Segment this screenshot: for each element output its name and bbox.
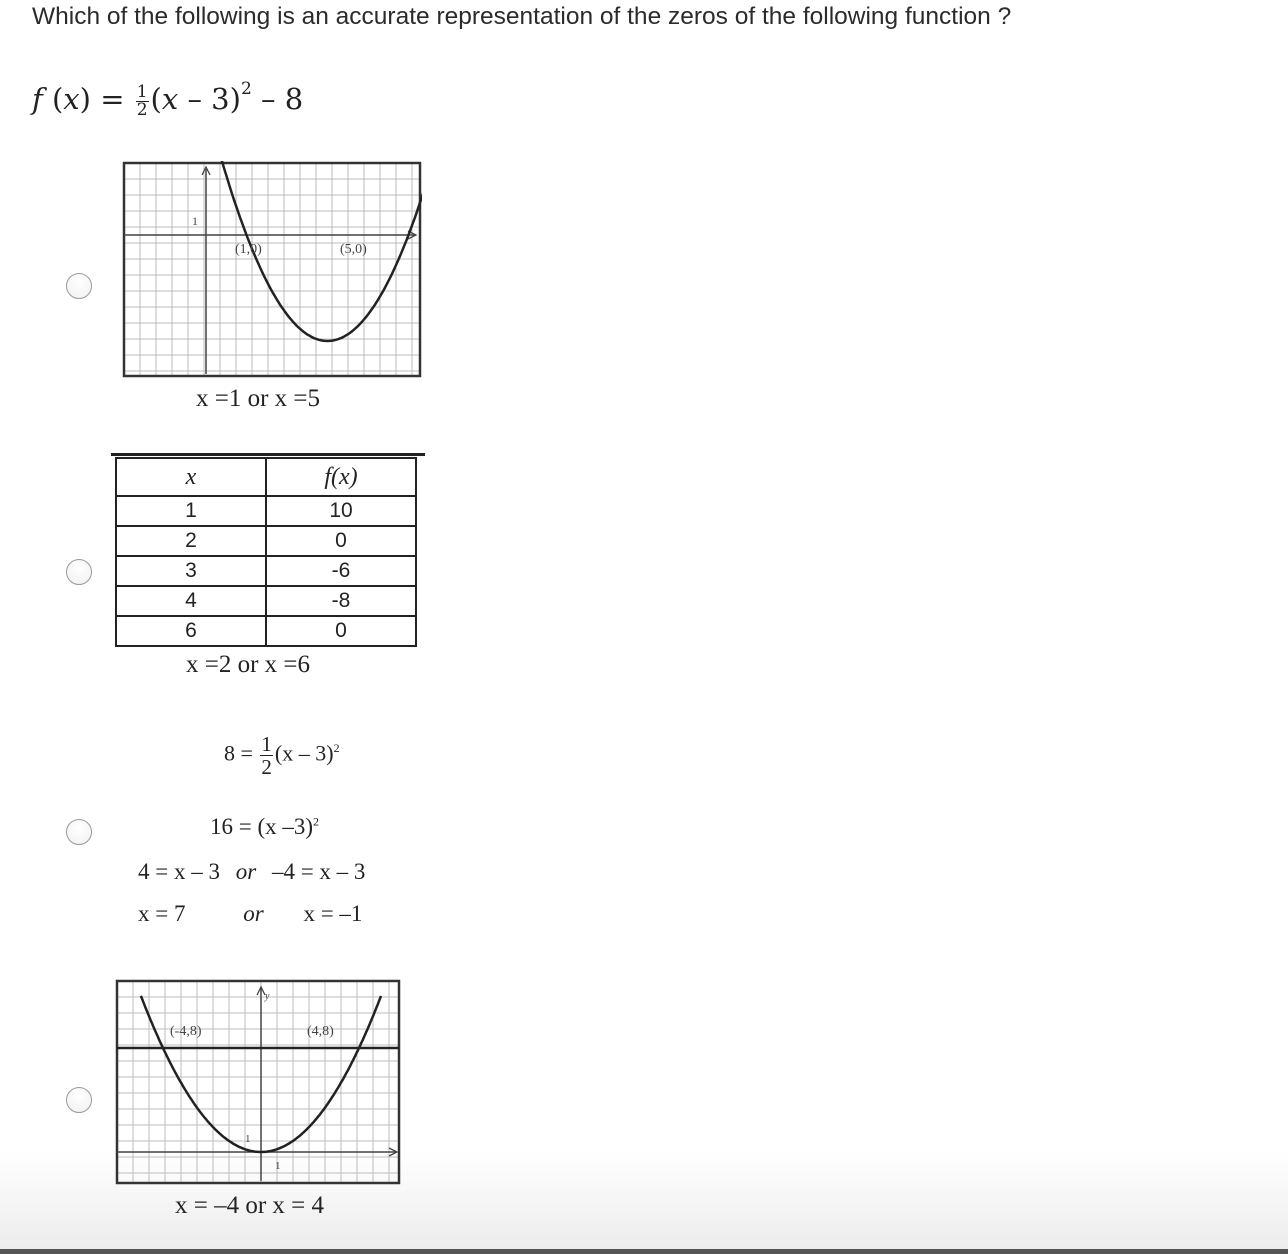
window-bottom-edge: [0, 1249, 1288, 1254]
table-cell-fx: 10: [266, 496, 416, 526]
option-3-line-4: [138, 901, 362, 927]
formula-lhs-x: x: [63, 82, 80, 116]
option-3-line-3: [138, 859, 365, 885]
option-3-fraction-denominator: 2: [261, 755, 272, 779]
option-3-line-3-a: 4 = x – 3: [138, 859, 220, 884]
option-4-graph: [115, 979, 401, 1185]
option-2-table-topline: [111, 453, 425, 456]
fraction-numerator: 1: [136, 81, 148, 102]
option-3-line-2-exponent: 2: [313, 814, 320, 829]
table-cell-x: 3: [116, 556, 266, 586]
option-3-fraction: [260, 733, 273, 778]
formula-f: f: [32, 82, 43, 116]
option-2-header-x: x: [116, 458, 266, 496]
formula-close-paren: ): [79, 82, 91, 116]
table-cell-x: 6: [116, 616, 266, 646]
option-4-radio[interactable]: [66, 1087, 92, 1113]
option-3-line-2: [210, 814, 319, 840]
formula-open-paren: (: [51, 82, 64, 116]
option-3-line-4-a: x = 7: [138, 901, 186, 926]
table-cell-x: 4: [116, 586, 266, 616]
table-row: [116, 556, 416, 586]
formula-power: 2: [240, 79, 252, 99]
table-cell-fx: 0: [266, 616, 416, 646]
formula-paren: (: [150, 82, 162, 116]
table-cell-x: 1: [116, 496, 266, 526]
option-1-tick-1: 1: [192, 214, 198, 228]
option-4-tick-x: 1: [275, 1160, 281, 1172]
option-2-header-row: [116, 458, 416, 496]
option-4-point-label-2: (4,8): [307, 1024, 334, 1039]
option-2-header-fx: f(x): [266, 458, 416, 496]
fraction-denominator: 2: [136, 99, 148, 120]
option-3-line-4-or: or: [243, 901, 264, 926]
option-2-table: [115, 457, 417, 647]
option-3-fraction-numerator: 1: [261, 732, 272, 756]
formula-equals: =: [100, 82, 125, 116]
table-cell-x: 2: [116, 526, 266, 556]
formula-minus-three: – 3): [187, 82, 241, 116]
option-3-line-1-rhs: (x – 3): [274, 740, 334, 766]
option-1-point-label-1: (1,0): [235, 242, 262, 257]
table-cell-fx: 0: [266, 526, 416, 556]
table-row: [116, 526, 416, 556]
option-1-point-label-2: (5,0): [340, 242, 367, 257]
formula-x: x: [161, 82, 179, 116]
option-1-graph: [122, 161, 422, 378]
option-2-caption: x =2 or x =6: [186, 651, 311, 678]
option-1-caption: x =1 or x =5: [196, 385, 321, 412]
question-text: Which of the following is an accurate representation of the zeros of the following function ?: [32, 3, 1012, 30]
option-3-line-1-exponent: 2: [333, 741, 340, 756]
option-4-point-label-1: (-4,8): [170, 1024, 202, 1039]
option-3-line-4-b: x = –1: [303, 901, 363, 926]
formula-fraction: [136, 81, 149, 120]
table-row: [116, 496, 416, 526]
option-4-caption: x = –4 or x = 4: [175, 1192, 325, 1219]
table-cell-fx: -8: [266, 586, 416, 616]
table-row: [116, 586, 416, 616]
table-row: [116, 616, 416, 646]
option-4-tick-y: 1: [245, 1133, 251, 1145]
option-3-line-3-or: or: [235, 859, 257, 884]
formula-minus-eight: – 8: [260, 82, 304, 116]
option-4-y-label: y: [265, 991, 270, 1002]
option-3-line-1: [224, 733, 340, 778]
option-3-line-2-text: 16 = (x –3): [210, 814, 314, 839]
table-cell-fx: -6: [266, 556, 416, 586]
option-1-grid: [124, 163, 420, 376]
option-3-line-3-b: –4 = x – 3: [271, 859, 366, 884]
option-3-radio[interactable]: [66, 819, 92, 845]
option-1-radio[interactable]: [66, 273, 92, 299]
option-3-line-1-lhs: 8 =: [224, 740, 253, 766]
option-2-radio[interactable]: [66, 559, 92, 585]
function-formula: [32, 66, 303, 122]
